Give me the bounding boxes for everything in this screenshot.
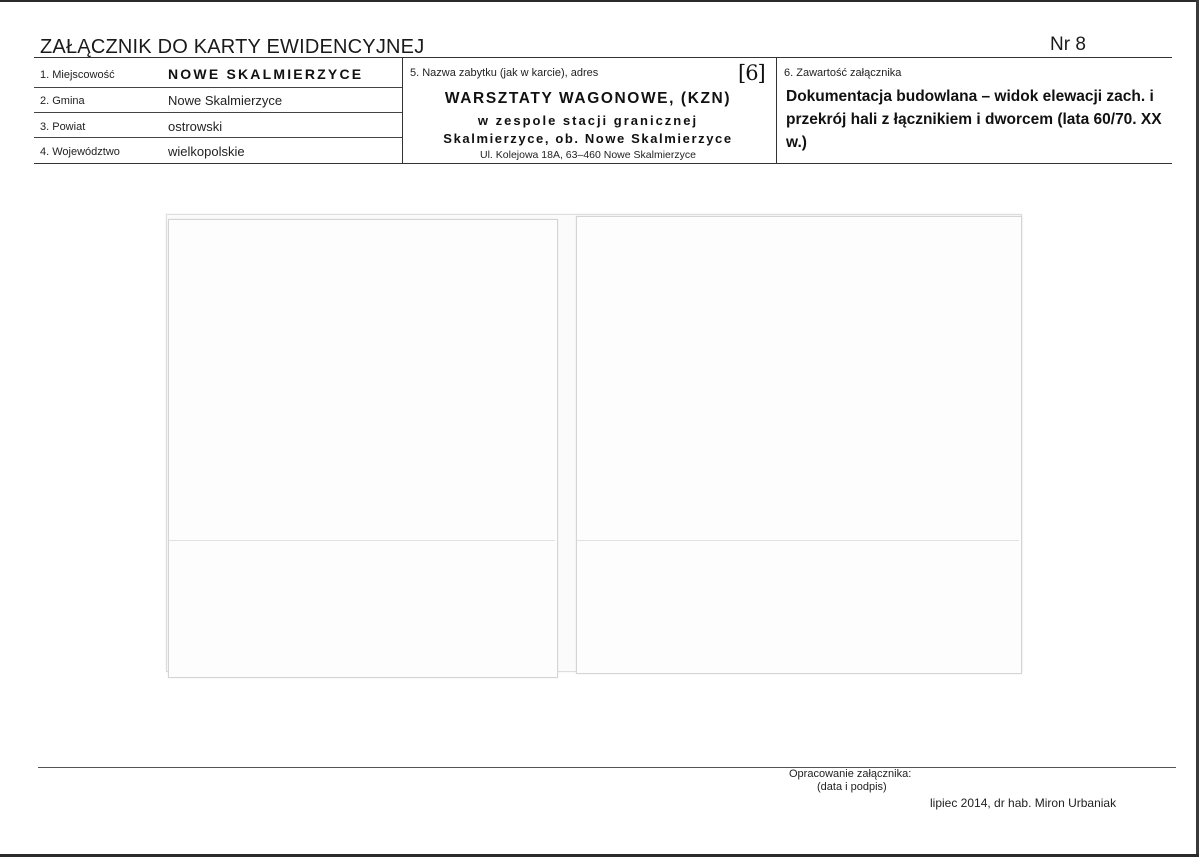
monument-label: 5. Nazwa zabytku (jak w karcie), adres bbox=[410, 67, 599, 79]
handwritten-mark: [6] bbox=[738, 61, 765, 85]
table-bottom-rule bbox=[34, 163, 1172, 164]
fold-line-right bbox=[577, 540, 1019, 541]
document-title: ZAŁĄCZNIK DO KARTY EWIDENCYJNEJ bbox=[40, 36, 425, 58]
fold-line-left bbox=[169, 540, 555, 541]
content-label: 6. Zawartość załącznika bbox=[784, 67, 902, 79]
header-rule bbox=[34, 57, 1172, 58]
attachment-number: Nr 8 bbox=[1050, 34, 1086, 55]
field-label-locality: 1. Miejscowość bbox=[40, 69, 115, 81]
row-divider-1 bbox=[34, 87, 402, 88]
column-divider-right bbox=[776, 58, 777, 163]
folded-drawing-left-panel bbox=[168, 219, 558, 678]
field-value-locality: NOWE SKALMIERZYCE bbox=[168, 66, 364, 82]
column-divider-left bbox=[402, 58, 403, 163]
row-divider-3 bbox=[34, 137, 402, 138]
field-value-voivodeship: wielkopolskie bbox=[168, 144, 245, 159]
monument-name: WARSZTATY WAGONOWE, (KZN) bbox=[444, 90, 732, 107]
scan-edge-top bbox=[0, 0, 1199, 2]
field-label-commune: 2. Gmina bbox=[40, 95, 85, 107]
field-value-commune: Nowe Skalmierzyce bbox=[168, 93, 283, 108]
date-sign-label: (data i podpis) bbox=[817, 781, 887, 793]
row-divider-2 bbox=[34, 112, 402, 113]
field-label-voivodeship: 4. Województwo bbox=[40, 146, 120, 158]
field-value-district: ostrowski bbox=[168, 119, 223, 134]
content-description: Dokumentacja budowlana – widok elewacji zach. i przekrój hali z łącznikiem i dworcem (lata 60/70. XX w.) bbox=[786, 88, 1162, 151]
footer-rule bbox=[38, 767, 1176, 768]
prepared-label: Opracowanie załącznika: bbox=[789, 768, 912, 780]
monument-location: Skalmierzyce, ob. Nowe Skalmierzyce bbox=[443, 131, 733, 146]
monument-complex: w zespole stacji granicznej bbox=[477, 113, 699, 128]
field-label-district: 3. Powiat bbox=[40, 121, 86, 133]
signature: lipiec 2014, dr hab. Miron Urbaniak bbox=[930, 796, 1117, 810]
folded-drawing-right-panel bbox=[576, 216, 1022, 674]
monument-address: Ul. Kolejowa 18A, 63–460 Nowe Skalmierzyce bbox=[480, 149, 696, 161]
